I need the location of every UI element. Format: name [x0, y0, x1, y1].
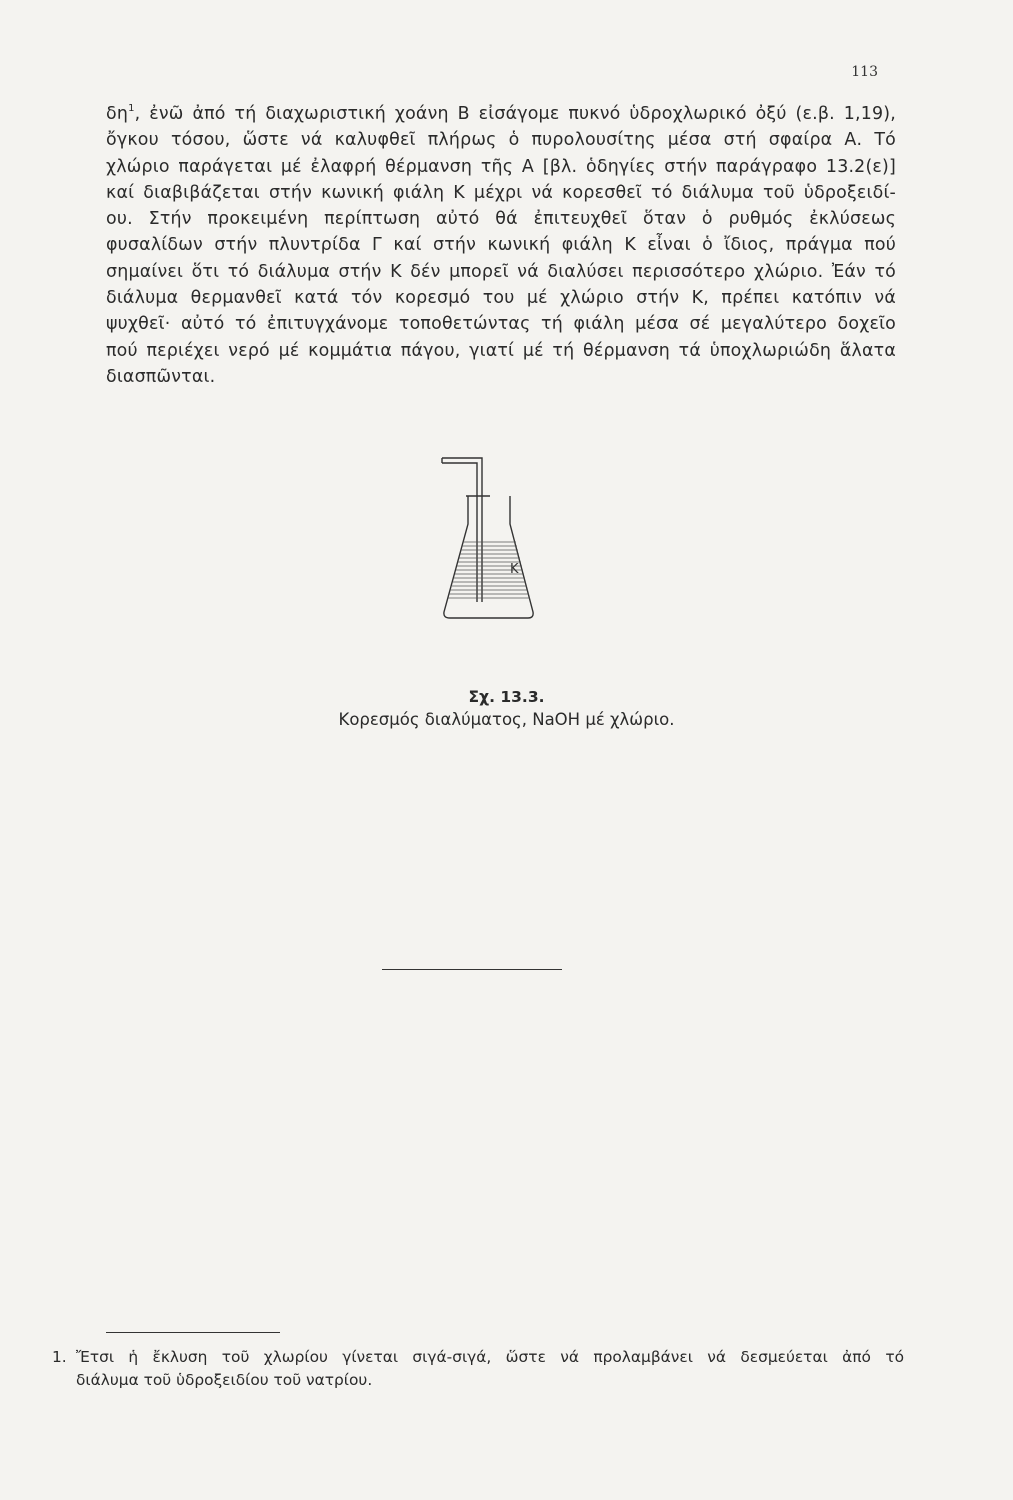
section-separator — [382, 969, 562, 970]
body-line-11: διασπῶνται. — [106, 366, 216, 387]
body-line-6: φυσαλίδων στήν πλυντρίδα Γ καί στήν κωνική φιάλη Κ εἶναι ὁ ἴδιος, πράγμα πού — [106, 235, 896, 256]
footnote-reference: 1 — [128, 103, 135, 114]
body-line-1-rest: , ἐνῶ ἀπό τή διαχωριστική χοάνη Β εἰσάγομε πυκνό ὑδροχλωρικό ὀξύ (ε.β. 1,19), — [134, 104, 896, 124]
body-line-8: διάλυμα θερμανθεῖ κατά τόν κορεσμό του μέ χλώριο στήν Κ, πρέπει κατόπιν νά — [106, 288, 896, 309]
body-line-1-start: δη — [106, 104, 129, 124]
body-line-3: χλώριο παράγεται μέ ἐλαφρή θέρμανση τῆς Α [βλ. ὁδηγίες στήν παράγραφο 13.2(ε)] — [106, 156, 896, 177]
body-line-7: σημαίνει ὅτι τό διάλυμα στήν Κ δέν μπορεῖ νά διαλύσει περισσότερο χλώριο. Ἐάν τό — [106, 261, 896, 282]
body-line-5: ου. Στήν προκειμένη περίπτωση αὐτό θά ἐπιτευχθεῖ ὅταν ὁ ρυθμός ἐκλύσεως — [106, 209, 896, 230]
body-line-9: ψυχθεῖ· αὐτό τό ἐπιτυγχάνομε τοποθετώντας τή φιάλη μέσα σέ μεγαλύτερο δοχεῖο — [106, 314, 896, 335]
footnote-text — [76, 1346, 904, 1392]
footnote-line-1: Ἔτσι ἡ ἔκλυση τοῦ χλωρίου γίνεται σιγά-σιγά, ὥστε νά προλαμβάνει νά δεσμεύεται ἀπό τό — [76, 1348, 904, 1366]
flask-label: Κ — [510, 562, 519, 577]
body-line-1 — [106, 101, 896, 127]
figure-caption-number: Σχ. 13.3. — [468, 688, 545, 706]
page-number: 113 — [851, 64, 878, 80]
footnote-line-2: διάλυμα τοῦ ὑδροξειδίου τοῦ νατρίου. — [76, 1371, 373, 1389]
conical-flask-figure — [430, 450, 550, 620]
footnote-number: 1. — [52, 1348, 67, 1366]
body-paragraph — [106, 101, 896, 390]
delivery-tube — [442, 458, 482, 602]
footnote-rule — [106, 1332, 280, 1333]
body-line-2: ὄγκου τόσου, ὥστε νά καλυφθεῖ πλήρως ὁ πυρολουσίτης μέσα στή σφαίρα Α. Τό — [106, 130, 896, 151]
body-line-4: καί διαβιβάζεται στήν κωνική φιάλη Κ μέχρι νά κορεσθεῖ τό διάλυμα τοῦ ὑδροξειδί- — [106, 182, 896, 203]
flask-body — [444, 496, 533, 618]
body-line-10: πού περιέχει νερό μέ κομμάτια πάγου, γιατί μέ τή θέρμανση τά ὑποχλωριώδη ἅλατα — [106, 340, 896, 361]
figure-caption-text: Κορεσμός διαλύματος, NaOH μέ χλώριο. — [338, 710, 675, 729]
